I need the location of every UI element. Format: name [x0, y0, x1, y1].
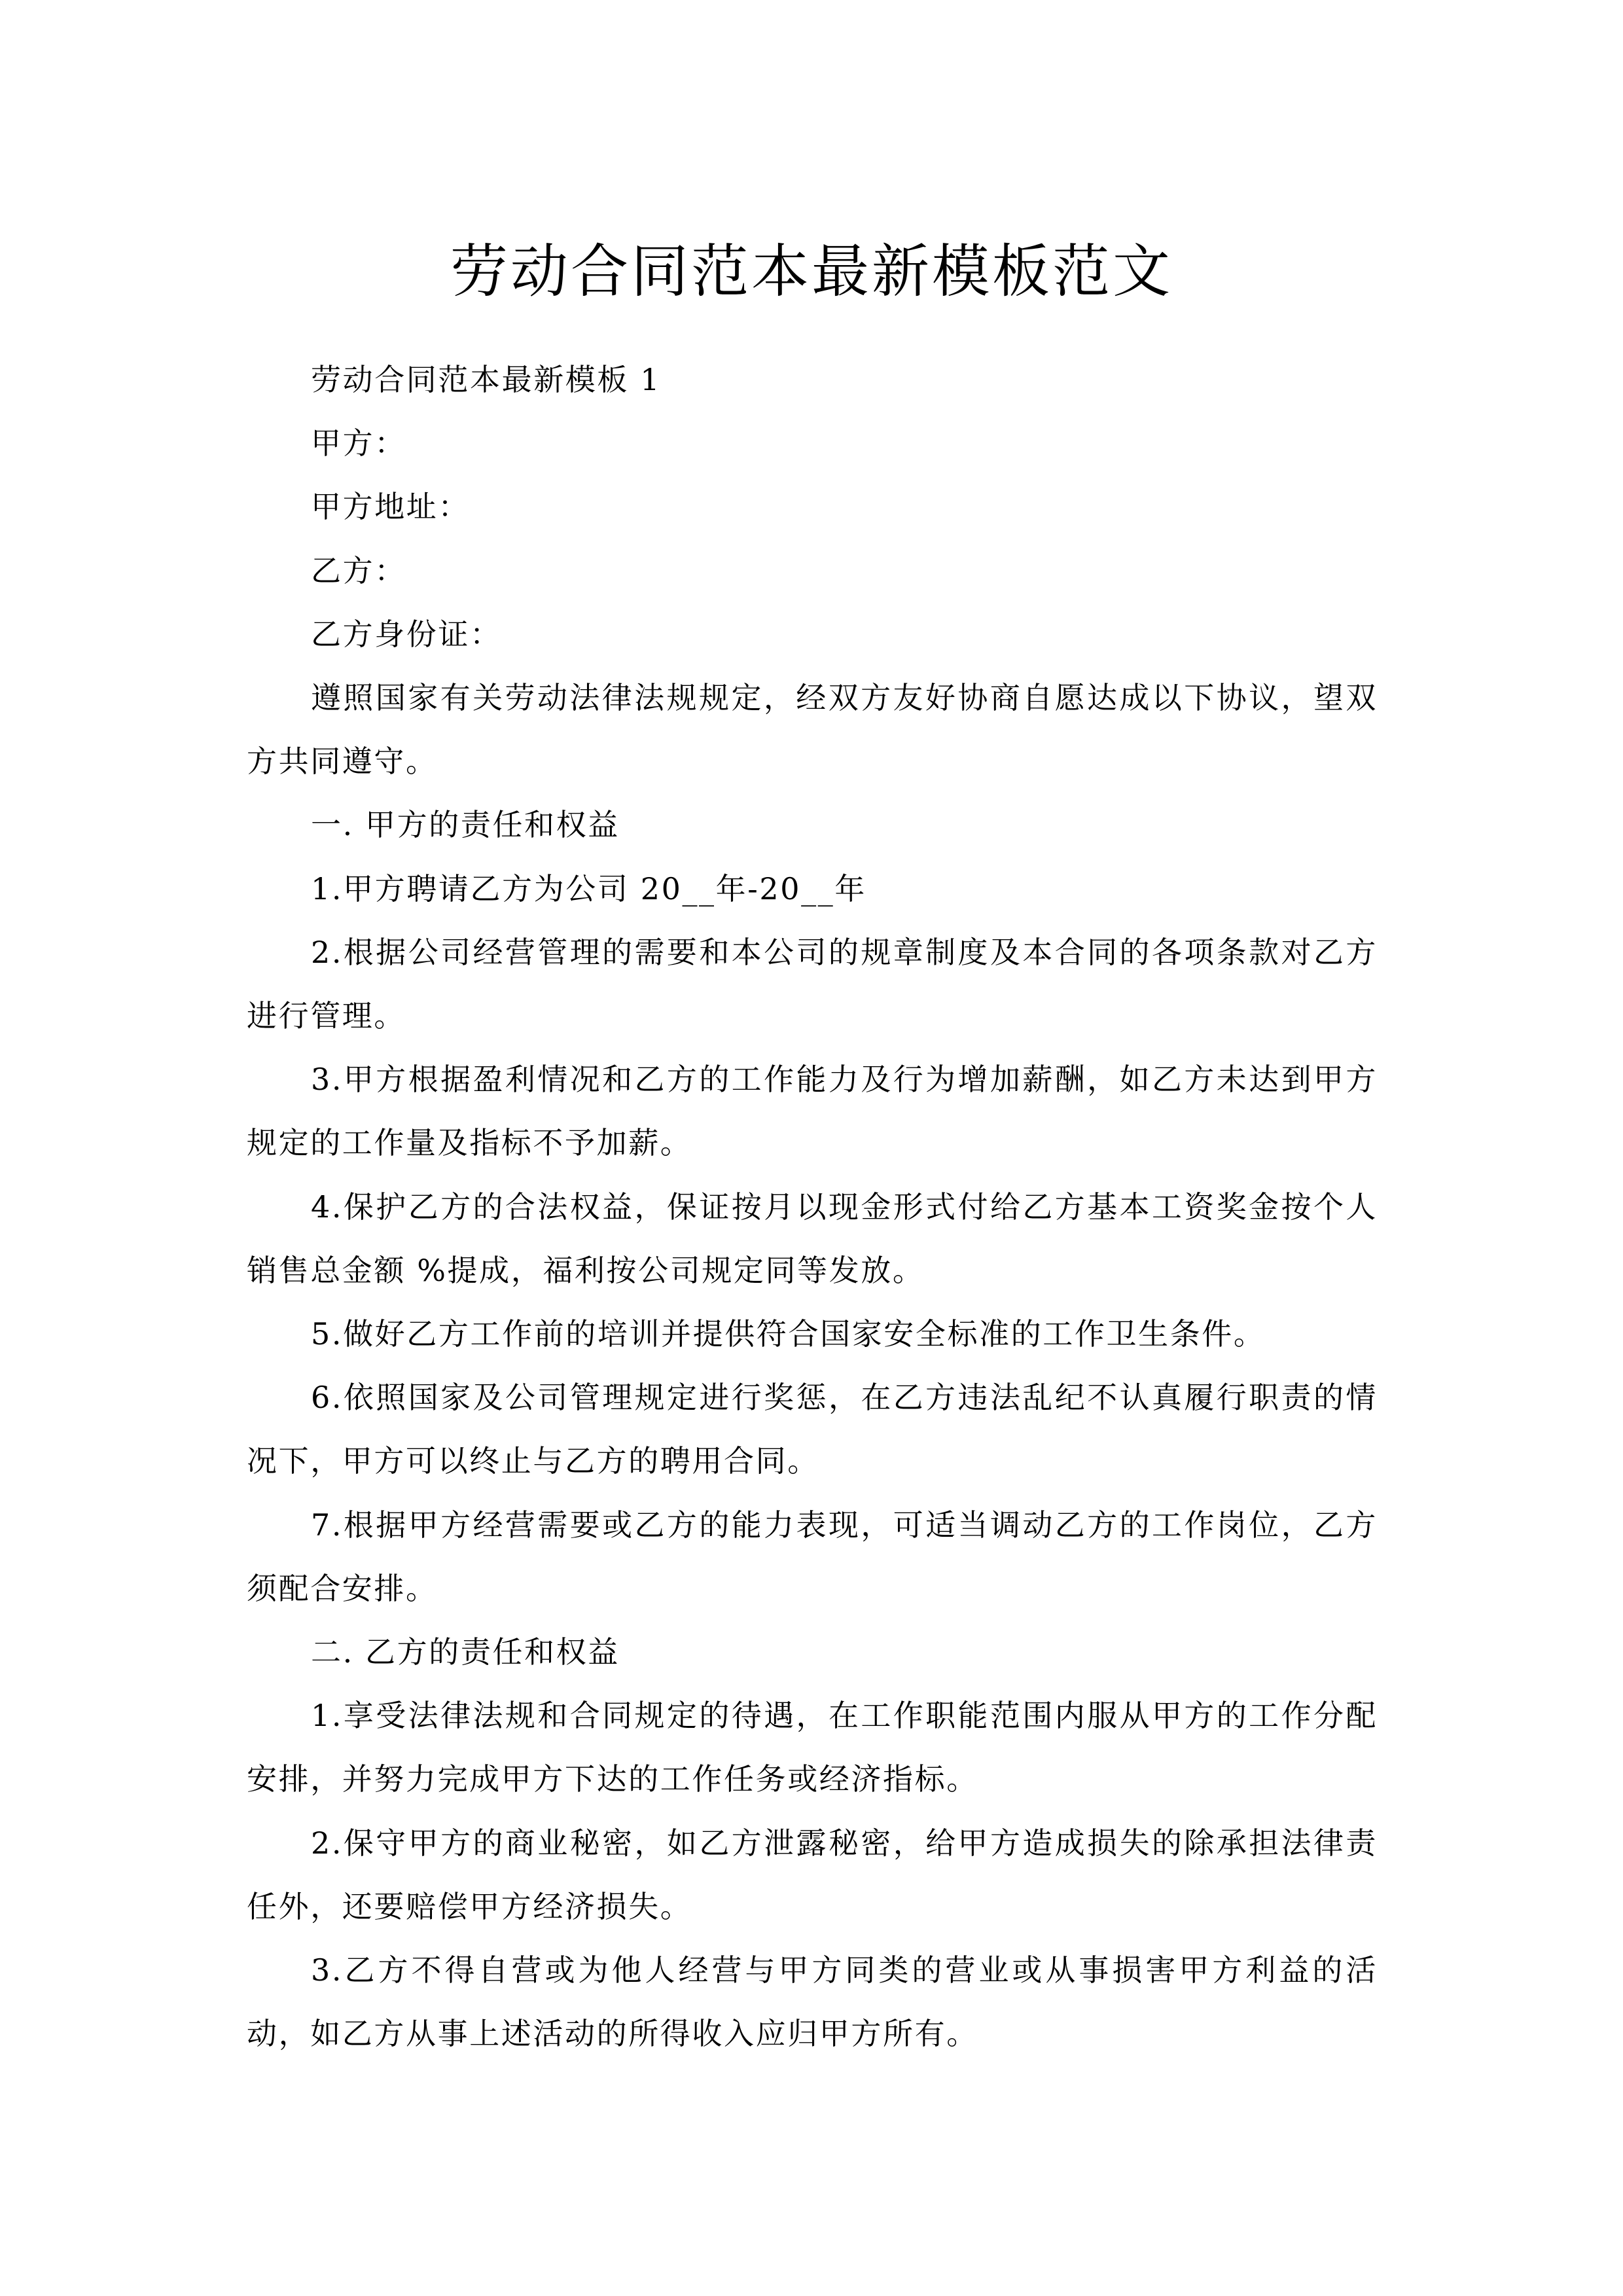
clause-b-2: 2.保守甲方的商业秘密，如乙方泄露秘密，给甲方造成损失的除承担法律责任外，还要赔偿甲方经济损失。 — [247, 1825, 1378, 1924]
section-heading-party-a: 一. 甲方的责任和权益 — [311, 807, 620, 843]
clause-a-7: 7.根据甲方经营需要或乙方的能力表现，可适当调动乙方的工作岗位，乙方须配合安排。 — [247, 1507, 1378, 1606]
clause-a-3: 3.甲方根据盈利情况和乙方的工作能力及行为增加薪酬，如乙方未达到甲方规定的工作量及指标不予加薪。 — [247, 1062, 1378, 1161]
paragraph-party-b: 乙方： — [311, 552, 406, 588]
clause-a-1: 1.甲方聘请乙方为公司 20__年-20__年 — [311, 870, 866, 906]
clause-a-2: 2.根据公司经营管理的需要和本公司的规章制度及本合同的各项条款对乙方进行管理。 — [247, 934, 1378, 1034]
paragraph-party-a-address: 甲方地址： — [311, 489, 470, 525]
paragraph-party-a: 甲方： — [311, 425, 406, 461]
clause-b-3: 3.乙方不得自营或为他人经营与甲方同类的营业或从事损害甲方利益的活动，如乙方从事上述活动的所得收入应归甲方所有。 — [247, 1952, 1378, 2052]
section-heading-party-b: 二. 乙方的责任和权益 — [311, 1634, 620, 1670]
clause-a-6: 6.依照国家及公司管理规定进行奖惩，在乙方违法乱纪不认真履行职责的情况下，甲方可以终止与乙方的聘用合同。 — [247, 1380, 1378, 1479]
paragraph-party-b-id: 乙方身份证： — [311, 616, 502, 652]
paragraph-template-heading: 劳动合同范本最新模板 1 — [311, 362, 662, 397]
clause-a-4: 4.保护乙方的合法权益，保证按月以现金形式付给乙方基本工资奖金按个人销售总金额 %提成，福利按公司规定同等发放。 — [247, 1189, 1378, 1288]
clause-a-5: 5.做好乙方工作前的培训并提供符合国家安全标准的工作卫生条件。 — [311, 1316, 1266, 1352]
document-body — [247, 348, 1378, 2066]
document-title: 劳动合同范本最新模板范文 — [450, 237, 1173, 305]
clause-b-1: 1.享受法律法规和合同规定的待遇，在工作职能范围内服从甲方的工作分配安排，并努力完成甲方下达的工作任务或经济指标。 — [247, 1698, 1378, 1797]
paragraph-preamble: 遵照国家有关劳动法律法规规定，经双方友好协商自愿达成以下协议，望双方共同遵守。 — [247, 680, 1378, 780]
